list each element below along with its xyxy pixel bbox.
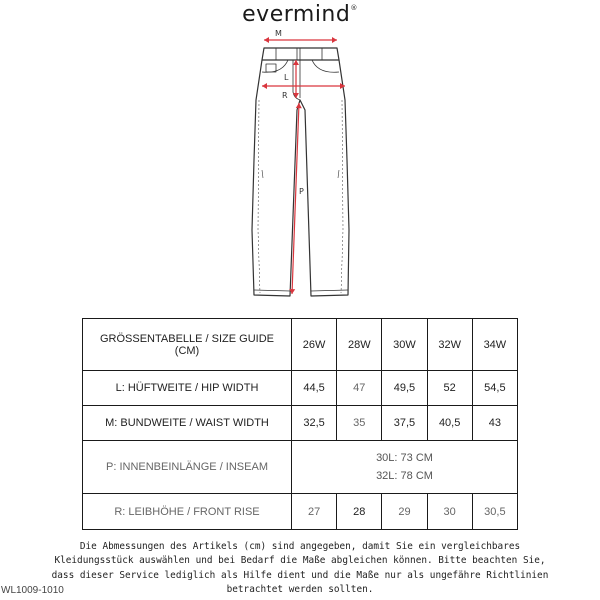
table-cell: 52 xyxy=(427,371,472,406)
size-col-header: 26W xyxy=(292,319,337,371)
waistband xyxy=(262,48,339,60)
table-title: GRÖSSENTABELLE / SIZE GUIDE (CM) xyxy=(83,319,292,371)
product-code: WL1009-1010 xyxy=(1,585,64,596)
table-row-inseam xyxy=(83,441,518,494)
table-row-rise xyxy=(83,494,518,530)
disclaimer-note: Die Abmessungen des Artikels (cm) sind angegeben, damit Sie ein vergleichbares Kleidungsstück auswählen und bei Bedarf die Maße abgleichen können. Bitte beachten Sie, dass dieser Service lediglich als Hilfe dient und die Maße nur als ungefähre Richtlinien betrachtet werden sollten. xyxy=(51,541,549,595)
inseam-line: 32L: 78 CM xyxy=(376,470,433,482)
size-col-header: 32W xyxy=(427,319,472,371)
label-rise: R xyxy=(282,91,288,100)
label-waist: M xyxy=(275,29,282,38)
table-cell: 27 xyxy=(292,494,337,530)
table-cell: 30,5 xyxy=(472,494,517,530)
row-label-inseam: P: INNENBEINLÄNGE / INSEAM xyxy=(83,441,292,494)
table-cell: 49,5 xyxy=(382,371,427,406)
table-cell: 28 xyxy=(337,494,382,530)
table-row-waist xyxy=(83,406,518,441)
brand-name: evermind xyxy=(242,2,351,27)
table-cell: 47 xyxy=(337,371,382,406)
size-col-header: 30W xyxy=(382,319,427,371)
row-label-waist: M: BUNDWEITE / WAIST WIDTH xyxy=(83,406,292,441)
label-inseam: P xyxy=(299,187,304,196)
jeans-outline xyxy=(252,60,349,296)
inseam-line: 30L: 73 CM xyxy=(376,452,433,464)
table-cell: 54,5 xyxy=(472,371,517,406)
table-row-hip xyxy=(83,371,518,406)
table-cell: 35 xyxy=(337,406,382,441)
table-cell: 37,5 xyxy=(382,406,427,441)
size-col-header: 28W xyxy=(337,319,382,371)
row-label-rise: R: LEIBHÖHE / FRONT RISE xyxy=(83,494,292,530)
table-cell: 32,5 xyxy=(292,406,337,441)
size-col-header: 34W xyxy=(472,319,517,371)
table-cell: 43 xyxy=(472,406,517,441)
label-hip: L xyxy=(284,73,289,82)
row-label-hip: L: HÜFTWEITE / HIP WIDTH xyxy=(83,371,292,406)
table-header-row xyxy=(83,319,518,371)
registered-mark: ® xyxy=(350,4,358,12)
table-cell: 30 xyxy=(427,494,472,530)
inseam-cell xyxy=(292,441,518,494)
size-guide-table xyxy=(82,318,518,530)
table-cell: 29 xyxy=(382,494,427,530)
table-cell: 44,5 xyxy=(292,371,337,406)
table-cell: 40,5 xyxy=(427,406,472,441)
